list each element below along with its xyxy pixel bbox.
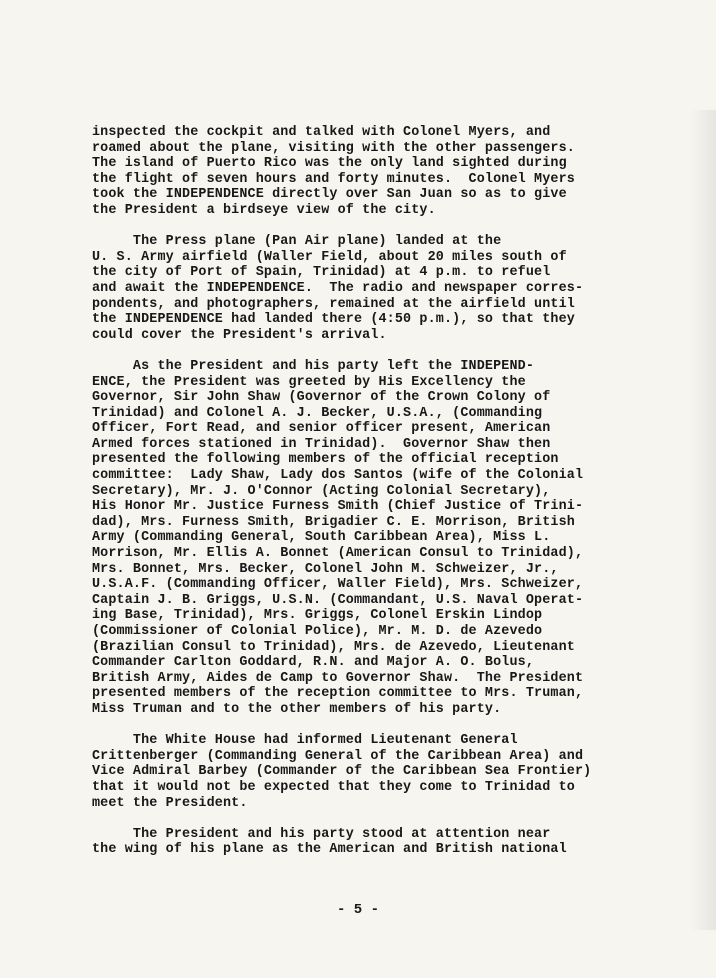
paragraph-press-plane bbox=[92, 234, 692, 343]
text-line: Captain J. B. Griggs, U.S.N. (Commandant, U.S. Naval Operat- bbox=[92, 592, 584, 608]
text-line: (Brazilian Consul to Trinidad), Mrs. de Azevedo, Lieutenant bbox=[92, 639, 575, 655]
text-line: The President and his party stood at attention near bbox=[92, 826, 551, 842]
paragraph-white-house bbox=[92, 733, 692, 811]
text-line: could cover the President's arrival. bbox=[92, 327, 387, 343]
text-line: the INDEPENDENCE had landed there (4:50 p.m.), so that they bbox=[92, 312, 575, 328]
text-line: His Honor Mr. Justice Furness Smith (Chief Justice of Trini- bbox=[92, 499, 584, 515]
text-line: Commander Carlton Goddard, R.N. and Major A. O. Bolus, bbox=[92, 655, 535, 671]
paragraph-reception bbox=[92, 359, 692, 718]
text-line: Secretary), Mr. J. O'Connor (Acting Colonial Secretary), bbox=[92, 483, 551, 499]
text-line: ing Base, Trinidad), Mrs. Griggs, Colonel Erskin Lindop bbox=[92, 608, 543, 624]
paragraph-attention bbox=[92, 827, 692, 858]
text-line: (Commissioner of Colonial Police), Mr. M. D. de Azevedo bbox=[92, 624, 543, 639]
text-line: British Army, Aides de Camp to Governor Shaw. The President bbox=[92, 670, 584, 686]
paragraph-flight bbox=[92, 125, 692, 219]
text-line: the wing of his plane as the American and British national bbox=[92, 842, 567, 858]
text-line: roamed about the plane, visiting with the other passengers. bbox=[92, 140, 575, 156]
text-line: and await the INDEPENDENCE. The radio and newspaper corres- bbox=[92, 280, 584, 296]
text-line: Trinidad) and Colonel A. J. Becker, U.S.A., (Commanding bbox=[92, 405, 543, 421]
text-line: presented the following members of the official reception bbox=[92, 452, 559, 468]
text-line: U.S.A.F. (Commanding Officer, Waller Field), Mrs. Schweizer, bbox=[92, 577, 584, 593]
text-line: The Press plane (Pan Air plane) landed at the bbox=[92, 234, 502, 250]
text-line: the city of Port of Spain, Trinidad) at 4 p.m. to refuel bbox=[92, 265, 551, 281]
text-line: pondents, and photographers, remained at the airfield until bbox=[92, 296, 575, 312]
text-line: inspected the cockpit and talked with Colonel Myers, and bbox=[92, 125, 551, 140]
text-line: Army (Commanding General, South Caribbean Area), Miss L. bbox=[92, 530, 551, 546]
text-line: Crittenberger (Commanding General of the Caribbean Area) and bbox=[92, 748, 584, 764]
text-line: As the President and his party left the INDEPEND- bbox=[92, 358, 535, 374]
text-line: presented members of the reception committee to Mrs. Truman, bbox=[92, 686, 584, 702]
text-line: the President a birdseye view of the city. bbox=[92, 202, 436, 218]
body-text bbox=[92, 125, 692, 874]
text-line: ENCE, the President was greeted by His Excellency the bbox=[92, 374, 526, 390]
text-line: Armed forces stationed in Trinidad). Governor Shaw then bbox=[92, 436, 551, 452]
text-line: that it would not be expected that they come to Trinidad to bbox=[92, 779, 575, 795]
text-line: Governor, Sir John Shaw (Governor of the Crown Colony of bbox=[92, 390, 551, 406]
bleed-through-shadow bbox=[690, 110, 716, 930]
text-line: U. S. Army airfield (Waller Field, about 20 miles south of bbox=[92, 249, 567, 265]
text-line: Vice Admiral Barbey (Commander of the Caribbean Sea Frontier) bbox=[92, 764, 592, 780]
text-line: took the INDEPENDENCE directly over San Juan so as to give bbox=[92, 187, 567, 203]
text-line: meet the President. bbox=[92, 795, 248, 811]
text-line: Miss Truman and to the other members of his party. bbox=[92, 701, 502, 717]
text-line: Officer, Fort Read, and senior officer present, American bbox=[92, 421, 551, 437]
page-number: - 5 - bbox=[336, 902, 379, 918]
text-line: Morrison, Mr. Ellis A. Bonnet (American Consul to Trinidad), bbox=[92, 546, 584, 562]
text-line: Mrs. Bonnet, Mrs. Becker, Colonel John M. Schweizer, Jr., bbox=[92, 561, 559, 577]
text-line: dad), Mrs. Furness Smith, Brigadier C. E. Morrison, British bbox=[92, 514, 575, 530]
text-line: the flight of seven hours and forty minutes. Colonel Myers bbox=[92, 171, 575, 187]
text-line: committee: Lady Shaw, Lady dos Santos (wife of the Colonial bbox=[92, 468, 584, 484]
text-line: The White House had informed Lieutenant General bbox=[92, 733, 518, 749]
text-line: The island of Puerto Rico was the only land sighted during bbox=[92, 156, 567, 172]
